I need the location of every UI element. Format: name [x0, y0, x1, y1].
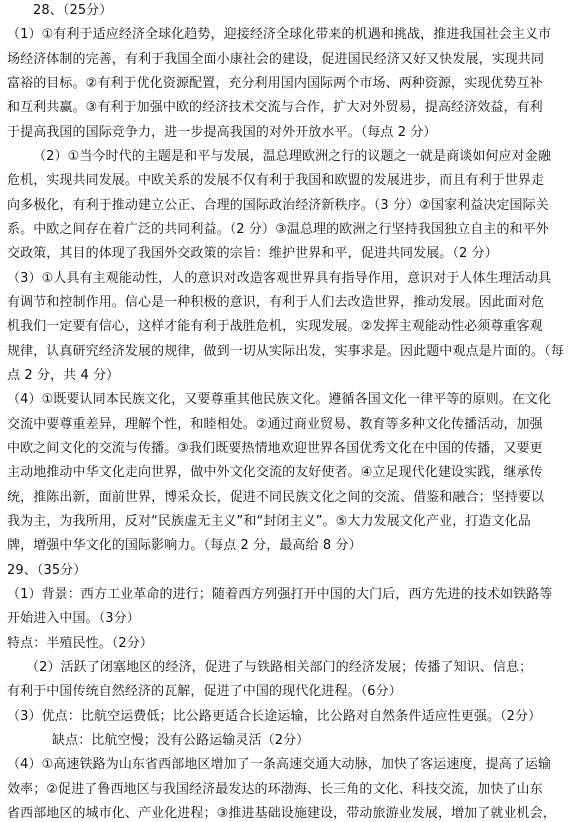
text-line: 缺点：比航空慢；没有公路运输灵活（2分） [52, 733, 310, 748]
text-line: 和互利共赢。③有利于加强中欧的经济技术交流与合作，扩大对外贸易，提高经济效益，有利 [7, 100, 543, 115]
text-line: 危机，实现共同发展。中欧关系的发展不仅有利于我国和欧盟的发展进步，而且有利于世界走 [7, 173, 545, 188]
text-line: （2）①当今时代的主题是和平与发展，温总理欧洲之行的议题之一就是商谈如何应对金融 [33, 149, 551, 164]
text-line: 效率；②促进了鲁西地区与我国经济最发达的环渤海、长三角的文化、科技交流，加快了山东 [7, 782, 543, 797]
text-line: （2）活跃了闭塞地区的经济，促进了与铁路相关部门的经济发展；传播了知识、信息； [26, 660, 533, 675]
text-line: 开始进入中国。（3分） [7, 611, 140, 626]
text-line: 牌，增强中华文化的国际影响力。（每点 2 分，最高给 8 分） [7, 538, 362, 553]
text-line: 机我们一定要有信心，这样才能有利于战胜危机，实现发展。②发挥主观能动性必须尊重客观 [7, 319, 543, 334]
text-line: 交流中要尊重差异，理解个性，和睦相处。②通过商业贸易、教育等多种文化传播活动，加强 [7, 417, 543, 432]
text-line: （1）①有利于适应经济全球化趋势，迎接经济全球化带来的机遇和挑战，推进我国社会主义市 [7, 27, 552, 42]
text-line: 交政策，其目的体现了我国外交政策的宗旨：维护世界和平，促进共同发展。（2 分） [7, 246, 498, 261]
text-line: （3）①人具有主观能动性，人的意识对改造客观世界具有指导作用，意识对于人体生理活动具 [7, 271, 552, 286]
text-line: （4）①既要认同本民族文化，又要尊重其他民族文化。遵循各国文化一律平等的原则。在文化 [7, 392, 552, 407]
q29-heading: 29、（35分） [7, 563, 87, 578]
text-line: （1）背景：西方工业革命的进行；随着西方列强打开中国的大门后，西方先进的技术如铁路等 [7, 587, 553, 602]
text-line: 有调节和控制作用。信心是一种积极的意识，有利于人们去改造世界，推动发展。因此面对危 [7, 295, 545, 310]
text-line: 于提高我国的国际竞争力，进一步提高我国的对外开放水平。（每点 2 分） [7, 125, 437, 140]
text-line: 中欧之间文化的交流与传播。③我们既要热情地欢迎世界各国优秀文化在中国的传播，又要更 [7, 441, 543, 456]
text-line: 场经济体制的完善，有利于我国全面小康社会的建设，促进国民经济又好又快发展，实现共同 [7, 52, 545, 67]
text-line: 主动地推动中华文化走向世界，做中外文化交流的友好使者。④立足现代化建设实践，继承传 [7, 465, 543, 480]
text-line: 系。中欧之间存在着广泛的共同利益。（2 分）③温总理的欧洲之行坚持我国独立自主的和平外 [7, 222, 549, 237]
text-line: 我为主，为我所用，反对“民族虚无主义”和“封闭主义”。⑤大力发展文化产业，打造文化品 [7, 514, 531, 529]
text-line: 富裕的目标。②有利于优化资源配置，充分利用国内国际两个市场、两种资源，实现优势互补 [7, 76, 543, 91]
text-line: （4）①高速铁路为山东省西部地区增加了一条高速交通大动脉，加快了客运速度，提高了运输 [7, 757, 552, 772]
text-line: 统，推陈出新，面前世界，博采众长，促进不同民族文化之间的交流、借鉴和融合；坚持要以 [7, 490, 545, 505]
text-line: （3）优点：比航空运费低；比公路更适合长途运输，比公路对自然条件适应性更强。（2分） [7, 709, 542, 724]
text-line: 向多极化，有利于推动建立公正、合理的国际政治经济新秩序。（3 分）②国家利益决定国际关 [7, 198, 549, 213]
text-line: 点 2 分，共 4 分） [7, 368, 120, 383]
text-line: 有利于中国传统自然经济的瓦解，促进了中国的现代化进程。（6分） [7, 684, 402, 699]
text-line: 特点：半殖民性。（2分） [7, 636, 153, 651]
text-line: 规律，认真研究经济发展的规律，做到一切从实际出发，实事求是。因此题中观点是片面的。（每 [7, 344, 564, 359]
text-line: 省西部地区的城市化、产业化进程；③推进基础设施建设，带动旅游业发展，增加了就业机会， [7, 806, 556, 821]
q28-heading: 28、（25分） [33, 3, 113, 18]
